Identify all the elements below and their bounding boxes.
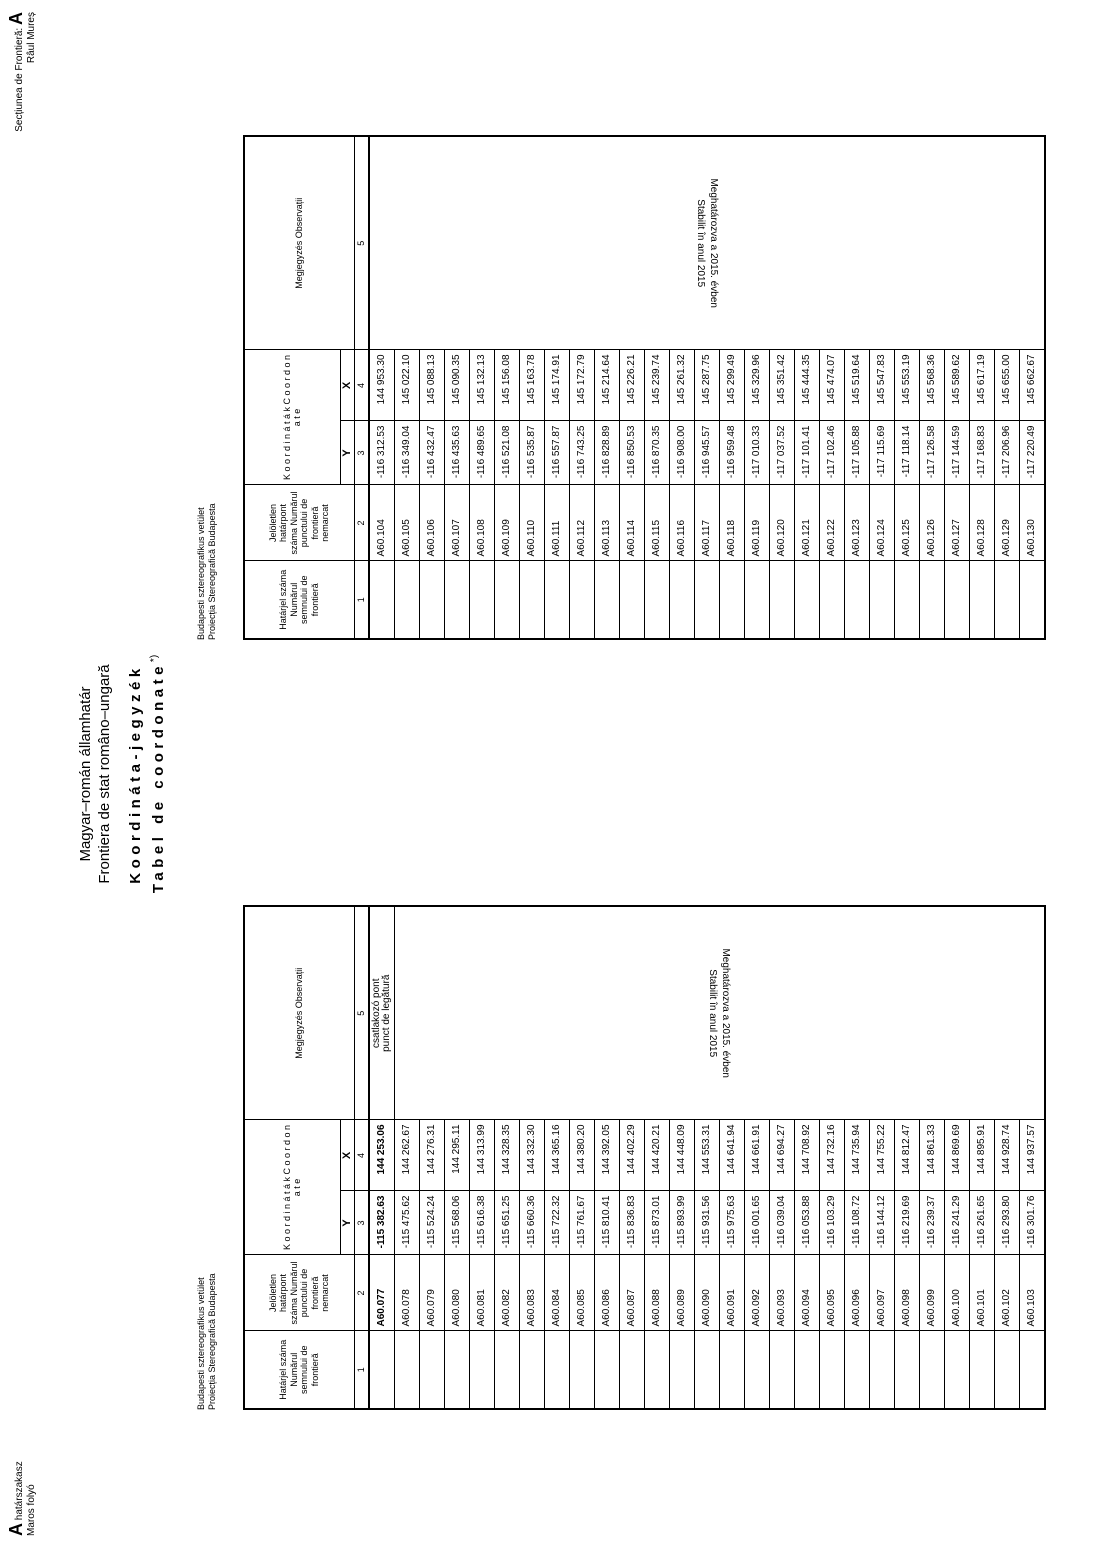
y-coordinate-cell: -116 241.29 [944,1191,969,1255]
col-number-1: 1 [354,561,369,639]
y-coordinate-cell: -116 945.57 [694,421,719,485]
marker-cell [719,561,744,639]
marker-cell [369,561,395,639]
marker-cell [594,561,619,639]
marker-cell [544,561,569,639]
footnote-mark: *) [149,654,160,663]
point-id-cell: A60.119 [744,485,769,561]
x-coordinate-cell: 144 420.21 [644,1120,669,1191]
point-id-cell: A60.126 [919,485,944,561]
point-id-cell: A60.086 [594,1255,619,1331]
point-id-cell: A60.100 [944,1255,969,1331]
point-id-cell: A60.112 [569,485,594,561]
y-coordinate-cell: -116 349.04 [394,421,419,485]
marker-cell [869,1331,894,1409]
marker-cell [794,561,819,639]
header-line4-text: Tabel de coordonate [150,662,167,894]
x-coordinate-cell: 144 937.57 [1019,1120,1045,1191]
marker-cell [1019,561,1045,639]
y-coordinate-cell: -116 743.25 [569,421,594,485]
header-line1: Magyar–román államhatár [77,686,94,862]
marker-cell [394,561,419,639]
coordinate-table-2 [243,135,1046,640]
y-coordinate-cell: -117 105.88 [844,421,869,485]
x-coordinate-cell: 145 568.36 [919,350,944,421]
col-header-marker: Határjel száma Numărul semnului de frontieră [244,1331,354,1409]
col-number-3: 3 [354,421,369,485]
marker-cell [419,561,444,639]
table-row [369,136,395,639]
marker-cell [369,1331,395,1409]
col-header-point: Jelöletlen határpont száma Numărul punctului de frontieră nemarcat [244,1255,354,1331]
marker-cell [494,1331,519,1409]
col-header-remarks: Megjegyzés Observații [244,136,354,350]
marker-cell [419,1331,444,1409]
marker-cell [594,1331,619,1409]
x-coordinate-cell: 144 328.35 [494,1120,519,1191]
col-header-coordinates: K o o r d i n á t á k C o o r d o n a t e [244,350,340,485]
x-coordinate-cell: 145 214.64 [594,350,619,421]
point-id-cell: A60.081 [469,1255,494,1331]
marker-cell [494,561,519,639]
point-id-cell: A60.077 [369,1255,395,1331]
y-coordinate-cell: -115 616.38 [469,1191,494,1255]
y-coordinate-cell: -117 037.52 [769,421,794,485]
y-coordinate-cell: -115 382.63 [369,1191,395,1255]
y-coordinate-cell: -116 144.12 [869,1191,894,1255]
corner-left-line2: Maros folyó [26,1484,37,1536]
x-coordinate-cell: 144 928.74 [994,1120,1019,1191]
marker-cell [544,1331,569,1409]
y-coordinate-cell: -116 521.08 [494,421,519,485]
x-coordinate-cell: 144 661.91 [744,1120,769,1191]
x-coordinate-cell: 145 553.19 [894,350,919,421]
point-id-cell: A60.124 [869,485,894,561]
x-coordinate-cell: 144 365.16 [544,1120,569,1191]
x-coordinate-cell: 144 953.30 [369,350,395,421]
x-coordinate-cell: 144 708.92 [794,1120,819,1191]
point-id-cell: A60.096 [844,1255,869,1331]
y-coordinate-cell: -115 475.62 [394,1191,419,1255]
col-header-coordinates: K o o r d i n á t á k C o o r d o n a t e [244,1120,340,1255]
marker-cell [919,561,944,639]
point-id-cell: A60.109 [494,485,519,561]
y-coordinate-cell: -115 975.63 [719,1191,744,1255]
point-id-cell: A60.123 [844,485,869,561]
point-id-cell: A60.103 [1019,1255,1045,1331]
x-coordinate-cell: 145 655.00 [994,350,1019,421]
x-coordinate-cell: 144 641.94 [719,1120,744,1191]
remark-ro: Stabilit în anul 2015 [694,199,706,288]
y-coordinate-cell: -115 660.36 [519,1191,544,1255]
marker-cell [669,1331,694,1409]
marker-cell [469,1331,494,1409]
x-coordinate-cell: 145 589.62 [944,350,969,421]
col-header-x: X [340,350,354,421]
point-id-cell: A60.098 [894,1255,919,1331]
col-header-remarks: Megjegyzés Observații [244,906,354,1120]
marker-cell [944,1331,969,1409]
point-id-cell: A60.130 [1019,485,1045,561]
y-coordinate-cell: -117 010.33 [744,421,769,485]
x-coordinate-cell: 144 332.30 [519,1120,544,1191]
x-coordinate-cell: 144 755.22 [869,1120,894,1191]
y-coordinate-cell: -116 312.53 [369,421,395,485]
y-coordinate-cell: -117 118.14 [894,421,919,485]
y-coordinate-cell: -116 103.29 [819,1191,844,1255]
marker-cell [694,1331,719,1409]
y-coordinate-cell: -117 101.41 [794,421,819,485]
point-id-cell: A60.097 [869,1255,894,1331]
x-coordinate-cell: 145 617.19 [969,350,994,421]
projection-label-1 [196,1273,218,1410]
x-coordinate-cell: 145 172.79 [569,350,594,421]
projection-label-2 [196,503,218,640]
point-id-cell: A60.121 [794,485,819,561]
x-coordinate-cell: 144 295.11 [444,1120,469,1191]
y-coordinate-cell: -116 293.80 [994,1191,1019,1255]
point-id-cell: A60.093 [769,1255,794,1331]
corner-right-label: Secțiunea de Frontieră: A Râul Mureș [6,12,37,132]
col-header-y: Y [340,421,354,485]
col-number-4: 4 [354,350,369,421]
marker-cell [969,1331,994,1409]
col-number-2: 2 [354,485,369,561]
remarks-text [694,178,720,308]
connection-point-cell [369,906,395,1120]
y-coordinate-cell: -116 489.65 [469,421,494,485]
y-coordinate-cell: -115 568.06 [444,1191,469,1255]
point-id-cell: A60.117 [694,485,719,561]
point-id-cell: A60.114 [619,485,644,561]
x-coordinate-cell: 144 313.99 [469,1120,494,1191]
x-coordinate-cell: 144 861.33 [919,1120,944,1191]
marker-cell [619,1331,644,1409]
point-id-cell: A60.094 [794,1255,819,1331]
projection-hu: Budapesti sztereografikus vetület [196,1277,206,1410]
col-number-5: 5 [354,136,369,350]
x-coordinate-cell: 144 895.91 [969,1120,994,1191]
x-coordinate-cell: 145 022.10 [394,350,419,421]
marker-cell [969,561,994,639]
point-id-cell: A60.090 [694,1255,719,1331]
x-coordinate-cell: 144 253.06 [369,1120,395,1191]
y-coordinate-cell: -116 053.88 [794,1191,819,1255]
projection-hu: Budapesti sztereografikus vetület [196,507,206,640]
x-coordinate-cell: 144 732.16 [819,1120,844,1191]
y-coordinate-cell: -115 810.41 [594,1191,619,1255]
col-number-1: 1 [354,1331,369,1409]
point-id-cell: A60.095 [819,1255,844,1331]
y-coordinate-cell: -116 557.87 [544,421,569,485]
marker-cell [819,561,844,639]
x-coordinate-cell: 144 448.09 [669,1120,694,1191]
x-coordinate-cell: 145 226.21 [619,350,644,421]
y-coordinate-cell: -116 001.65 [744,1191,769,1255]
marker-cell [444,1331,469,1409]
point-id-cell: A60.110 [519,485,544,561]
point-id-cell: A60.129 [994,485,1019,561]
x-coordinate-cell: 144 276.31 [419,1120,444,1191]
point-id-cell: A60.101 [969,1255,994,1331]
y-coordinate-cell: -115 873.01 [644,1191,669,1255]
point-id-cell: A60.120 [769,485,794,561]
marker-cell [569,1331,594,1409]
projection-ro: Proiecția Stereografică Budapesta [207,503,217,640]
projection-ro: Proiecția Stereografică Budapesta [207,1273,217,1410]
x-coordinate-cell: 145 287.75 [694,350,719,421]
marker-cell [994,561,1019,639]
point-id-cell: A60.118 [719,485,744,561]
y-coordinate-cell: -116 108.72 [844,1191,869,1255]
marker-cell [844,1331,869,1409]
point-id-cell: A60.128 [969,485,994,561]
x-coordinate-cell: 144 392.05 [594,1120,619,1191]
col-number-5: 5 [354,906,369,1120]
marker-cell [994,1331,1019,1409]
marker-cell [744,1331,769,1409]
y-coordinate-cell: -116 435.63 [444,421,469,485]
y-coordinate-cell: -117 102.46 [819,421,844,485]
point-id-cell: A60.091 [719,1255,744,1331]
marker-cell [469,561,494,639]
col-header-point: Jelöletlen határpont száma Numărul punctului de frontieră nemarcat [244,485,354,561]
marker-cell [944,561,969,639]
x-coordinate-cell: 144 380.20 [569,1120,594,1191]
section-letter-right: A [6,12,26,25]
x-coordinate-cell: 145 547.83 [869,350,894,421]
document-header [76,524,168,1024]
point-id-cell: A60.084 [544,1255,569,1331]
y-coordinate-cell: -116 301.76 [1019,1191,1045,1255]
point-id-cell: A60.104 [369,485,395,561]
col-header-y: Y [340,1191,354,1255]
col-number-3: 3 [354,1191,369,1255]
y-coordinate-cell: -117 126.58 [919,421,944,485]
marker-cell [894,1331,919,1409]
marker-cell [394,1331,419,1409]
point-id-cell: A60.082 [494,1255,519,1331]
marker-cell [619,561,644,639]
x-coordinate-cell: 145 351.42 [769,350,794,421]
header-line3: Koordináta-jegyzék [127,664,144,884]
y-coordinate-cell: -116 261.65 [969,1191,994,1255]
table-row [394,906,419,1409]
marker-cell [894,561,919,639]
y-coordinate-cell: -116 239.37 [919,1191,944,1255]
marker-cell [869,561,894,639]
corner-left-line1: határszakasz [14,1461,25,1521]
y-coordinate-cell: -116 908.00 [669,421,694,485]
coordinate-table-1 [243,905,1046,1410]
point-id-cell: A60.115 [644,485,669,561]
section-letter-left: A [6,1523,26,1536]
point-id-cell: A60.102 [994,1255,1019,1331]
point-id-cell: A60.092 [744,1255,769,1331]
col-header-x: X [340,1120,354,1191]
corner-right-line1: Secțiunea de Frontieră [14,30,25,132]
x-coordinate-cell: 144 694.27 [769,1120,794,1191]
point-id-cell: A60.079 [419,1255,444,1331]
y-coordinate-cell: -117 206.96 [994,421,1019,485]
connection-label-hu: csatlakozó pont [370,978,382,1048]
remark-ro: Stabilit în anul 2015 [707,969,718,1058]
remark-hu: Meghatározva a 2015. évben [707,178,719,309]
remarks-cell [394,906,1045,1120]
point-id-cell: A60.122 [819,485,844,561]
marker-cell [1019,1331,1045,1409]
marker-cell [919,1331,944,1409]
marker-cell [719,1331,744,1409]
y-coordinate-cell: -115 893.99 [669,1191,694,1255]
marker-cell [744,561,769,639]
y-coordinate-cell: -116 219.69 [894,1191,919,1255]
y-coordinate-cell: -115 761.67 [569,1191,594,1255]
point-id-cell: A60.113 [594,485,619,561]
point-id-cell: A60.099 [919,1255,944,1331]
marker-cell [794,1331,819,1409]
y-coordinate-cell: -116 850.53 [619,421,644,485]
y-coordinate-cell: -117 220.49 [1019,421,1045,485]
point-id-cell: A60.078 [394,1255,419,1331]
marker-cell [519,561,544,639]
point-id-cell: A60.107 [444,485,469,561]
x-coordinate-cell: 145 132.13 [469,350,494,421]
marker-cell [769,1331,794,1409]
col-number-4: 4 [354,1120,369,1191]
y-coordinate-cell: -117 115.69 [869,421,894,485]
point-id-cell: A60.089 [669,1255,694,1331]
marker-cell [819,1331,844,1409]
marker-cell [444,561,469,639]
y-coordinate-cell: -115 651.25 [494,1191,519,1255]
point-id-cell: A60.106 [419,485,444,561]
col-number-2: 2 [354,1255,369,1331]
x-coordinate-cell: 144 262.67 [394,1120,419,1191]
point-id-cell: A60.116 [669,485,694,561]
marker-cell [569,561,594,639]
x-coordinate-cell: 145 088.13 [419,350,444,421]
remarks-cell [369,136,1045,350]
point-id-cell: A60.111 [544,485,569,561]
y-coordinate-cell: -115 524.24 [419,1191,444,1255]
marker-cell [769,561,794,639]
y-coordinate-cell: -116 039.04 [769,1191,794,1255]
x-coordinate-cell: 144 553.31 [694,1120,719,1191]
x-coordinate-cell: 144 735.94 [844,1120,869,1191]
marker-cell [519,1331,544,1409]
y-coordinate-cell: -115 722.32 [544,1191,569,1255]
header-line4 [145,524,168,1024]
marker-cell [669,561,694,639]
point-id-cell: A60.083 [519,1255,544,1331]
x-coordinate-cell: 145 239.74 [644,350,669,421]
x-coordinate-cell: 145 662.67 [1019,350,1045,421]
x-coordinate-cell: 145 474.07 [819,350,844,421]
header-line2: Frontiera de stat româno–ungară [96,664,113,884]
y-coordinate-cell: -117 144.59 [944,421,969,485]
x-coordinate-cell: 145 329.96 [744,350,769,421]
corner-right-line2: Râul Mureș [26,12,37,64]
point-id-cell: A60.087 [619,1255,644,1331]
point-id-cell: A60.080 [444,1255,469,1331]
marker-cell [844,561,869,639]
y-coordinate-cell: -116 870.35 [644,421,669,485]
x-coordinate-cell: 145 174.91 [544,350,569,421]
y-coordinate-cell: -116 432.47 [419,421,444,485]
marker-cell [644,1331,669,1409]
marker-cell [644,561,669,639]
x-coordinate-cell: 144 812.47 [894,1120,919,1191]
x-coordinate-cell: 145 156.08 [494,350,519,421]
x-coordinate-cell: 145 261.32 [669,350,694,421]
y-coordinate-cell: -115 931.56 [694,1191,719,1255]
connection-label-ro: punct de legătură [380,974,392,1052]
x-coordinate-cell: 144 402.29 [619,1120,644,1191]
y-coordinate-cell: -116 535.87 [519,421,544,485]
remarks-text [706,948,732,1078]
x-coordinate-cell: 145 090.35 [444,350,469,421]
y-coordinate-cell: -117 168.83 [969,421,994,485]
x-coordinate-cell: 145 444.35 [794,350,819,421]
y-coordinate-cell: -115 836.83 [619,1191,644,1255]
col-header-marker: Határjel száma Numărul semnului de frontieră [244,561,354,639]
point-id-cell: A60.088 [644,1255,669,1331]
x-coordinate-cell: 144 869.69 [944,1120,969,1191]
marker-cell [694,561,719,639]
point-id-cell: A60.105 [394,485,419,561]
y-coordinate-cell: -116 828.89 [594,421,619,485]
remark-hu: Meghatározva a 2015. évben [720,948,731,1079]
x-coordinate-cell: 145 519.64 [844,350,869,421]
point-id-cell: A60.108 [469,485,494,561]
corner-left-label [6,1461,38,1536]
point-id-cell: A60.127 [944,485,969,561]
x-coordinate-cell: 145 163.78 [519,350,544,421]
point-id-cell: A60.085 [569,1255,594,1331]
table-row [369,906,395,1409]
y-coordinate-cell: -116 959.48 [719,421,744,485]
point-id-cell: A60.125 [894,485,919,561]
x-coordinate-cell: 145 299.49 [719,350,744,421]
